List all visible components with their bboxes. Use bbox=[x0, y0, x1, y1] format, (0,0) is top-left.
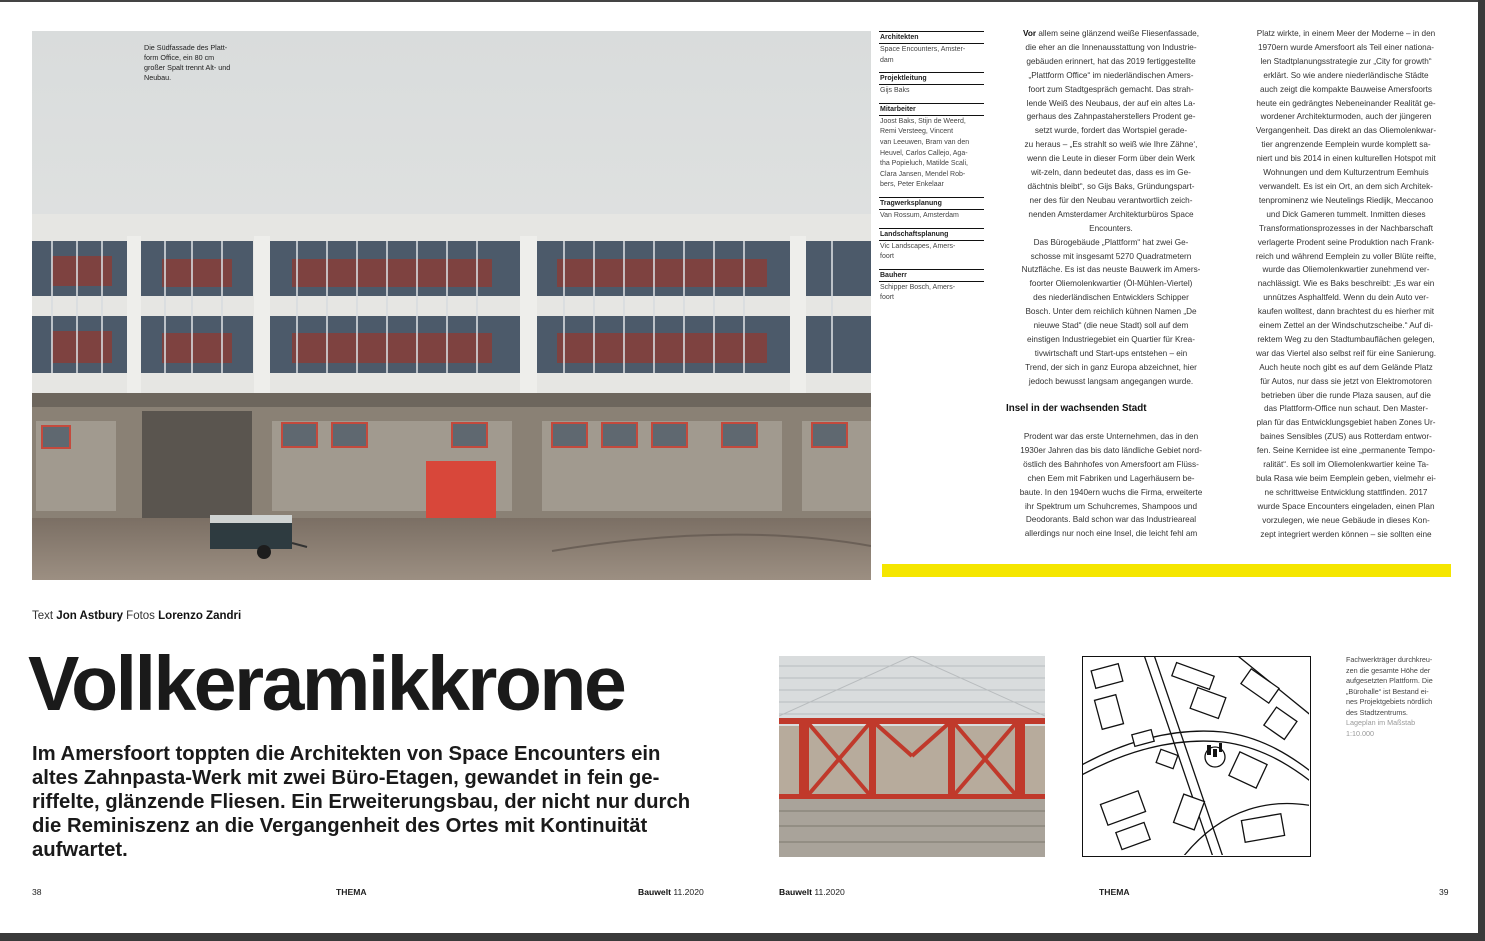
hero-caption: Die Südfassade des Platt- form Office, ein 80 cm großer Spalt trennt Alt- und Neubau. bbox=[144, 43, 231, 82]
body-column-2: Platz wirkte, in einem Meer der Moderne – in den 1970ern wurde Amersfoort als Teil einer nationa- len Stadtplanungsstrategie zur „City for growth“ erklärt. So wie andere niederländische Städte auch zeigt die kompakte Bauweise Amersfoorts heute ein gedrängtes Nebeneinander Realität ge- wordener Architekturmoden, auch der jüngeren Vergangenheit. Das direkt an das Oliemolenkwar- tier angrenzende Eemplein wurde komplett sa- niert und bis 2014 in einen kulturellen Hotspot mit Wohnungen und dem Kulturzentrum Eemhuis verwandelt. Es ist ein Ort, an dem sich Architek- tenprominenz wie Neutelings Riedijk, Meccanoo und Dick Gameren tummelt. Inmitten dieses Transformationsprozesses in der Nachbarschaft verlagerte Prodent seine Produktion nach Frank- reich und während Eemplein zu voller Blüte reifte, wurde das Oliemolenkwartier zunehmend ver- nachlässigt. Wie es Baks beschreibt: „Es war ein unnützes Asphaltfeld. Wenn du dein Auto ver- kaufen wolltest, dann brachtest du es hierher mit einem Zettel an der Windschutzscheibe.“ Auf di- rektem Weg zu den Stadtumbauflächen gelegen, war das Viertel also selbst reif für eine Sanierung. Auch heute noch gibt es auf dem Gelände Platz für Autos, nur dass sie jetzt von Elektromotoren betrieben über die runde Plaza sausen, auf die das Plattform-Office nun schaut. Den Master- plan für das Entwicklungsgebiet haben Zones Ur- baines Sensibles (ZUS) aus Rotterdam entwor- fen. Seine Kernidee ist eine „permanente Tempo- ralität“. Es soll im Oliemolenkwartier keine Ta- bula Rasa wie beim Eemplein geben, vielmehr ei- ne schrittweise Entwicklung stattfinden. 2017 wurde Space Encounters eingeladen, einen Plan vorzulegen, wie neue Gebäude in dieses Kon- zept integriert werden können – sie sollten eine bbox=[1255, 29, 1437, 539]
section-label-right: THEMA bbox=[1099, 887, 1130, 897]
credit-role: Tragwerksplanung bbox=[879, 197, 984, 210]
issue-number: 11.2020 bbox=[673, 887, 704, 897]
byline-photographer: Lorenzo Zandri bbox=[158, 610, 242, 622]
credit-tragwerksplanung bbox=[879, 197, 984, 224]
body-column-1b: Prodent war das erste Unternehmen, das in den 1930er Jahren das bis dato ländliche Gebiet nord- östlich des Bahnhofes von Amersfoort am Flüss- chen Eem mit Fabriken und Lagerhäusern be- baute. In den 1940ern wuchs die Firma, erweiterte ihr Spektrum um Schuhcremes, Shampoos und Deodorants. Bald schon war das Industrieareal allerdings nur noch eine Insel, die leicht fehl am bbox=[1019, 432, 1203, 539]
byline-author: Jon Astbury bbox=[56, 610, 123, 622]
page-top-edge bbox=[0, 0, 1485, 2]
body-text: allem seine glänzend weiße Fliesenfassade, die eher an die Innenausstattung von Industrie- gebäuden erinnert, hat das 2019 fertiggestellte „Plattform Office“ im niederländischen Amers- foort zum Stadtgespräch gemacht. Das strah- lende Weiß des Neubaus, der auf ein altes La- gerhaus des Zahnpastaherstellers Prodent ge- setzt wurde, fordert das Wortspiel gerade- zu heraus – „Es strahlt so weiß wie Ihre Zähne‘, wenn die Leute in dieser Form über dein Werk wit-zeln, dann bedeutet das, dass es im Ge- dächtnis bleibt“, so Gijs Baks, Gründungspart- ner des für den Neubau verantwortlich zeich- nenden Amsterdamer Architekturbüros Space Encounters. Das Bürogebäude „Plattform“ hat zwei Ge- schosse mit insgesamt 5270 Quadratmetern Nutzfläche. Es ist das neuste Bauwerk im Amers- foorter Oliemolenkwartier (Öl-Mühlen-Viertel) des niederländischen Entwicklers Schipper Bosch. Unter dem reichlich kühnen Namen „De nieuwe Stad“ (die neue Stadt) soll auf dem einstigen Industriegebiet ein Quartier für Krea- tivwirtschaft und Start-ups entstehen – ein Trend, der sich in ganz Europa abzeichnet, hier jedoch bewusst langsam angegangen wurde. bbox=[1021, 29, 1201, 386]
issue-number: 11.2020 bbox=[814, 887, 845, 897]
subheading: Insel in der wachsenden Stadt bbox=[1006, 403, 1147, 414]
magazine-name: Bauwelt bbox=[779, 887, 812, 897]
project-credits bbox=[879, 31, 984, 310]
credit-role: Projektleitung bbox=[879, 72, 984, 85]
drop-word: Vor bbox=[1023, 29, 1037, 38]
credit-names: Van Rossum, Amsterdam bbox=[880, 211, 959, 219]
accent-bar bbox=[882, 564, 1451, 577]
site-plan-map bbox=[1082, 656, 1311, 857]
photo-caption: Fachwerkträger durchkreu- zen die gesamte Höhe der aufgesetzten Plattform. Die „Bürohalle“ ist Bestand ei- nes Projektgebiets nördlich des Stadtzentrums. bbox=[1346, 655, 1433, 717]
article-lead: Im Amersfoort toppten die Architekten von Space Encounters ein altes Zahnpasta-Werk mit zwei Büro-Etagen, gewandet in fein ge- riffelte, glänzende Fliesen. Ein Erweiterungsbau, der nicht nur durch die Reminiszenz an die Vergangenheit des Ortes mit Kontinuität aufwartet. bbox=[32, 743, 691, 861]
magazine-name: Bauwelt bbox=[638, 887, 671, 897]
interior-photo bbox=[779, 656, 1045, 857]
byline-text-label: Text bbox=[32, 610, 54, 622]
credit-role: Landschaftsplanung bbox=[879, 228, 984, 241]
credit-projektleitung bbox=[879, 72, 984, 99]
credit-architekten bbox=[879, 31, 984, 68]
map-scale-caption: Lageplan im Maßstab 1:10.000 bbox=[1346, 718, 1416, 738]
credit-names: Joost Baks, Stijn de Weerd, Remi Versteeg, Vincent van Leeuwen, Bram van den Heuvel, Carlos Callejo, Aga- tha Popieluch, Matilde Scali, Clara Jansen, Mendel Rob- bers, Peter Enkelaar bbox=[880, 117, 970, 189]
byline bbox=[32, 610, 241, 622]
article-title: Vollkeramikkrone bbox=[28, 641, 625, 727]
credit-names: Gijs Baks bbox=[880, 87, 910, 95]
page-number-right: 39 bbox=[1439, 887, 1449, 897]
credit-names: Vic Landscapes, Amers- foort bbox=[880, 242, 956, 261]
credit-role: Mitarbeiter bbox=[879, 103, 984, 116]
body-column-1 bbox=[994, 27, 1228, 389]
page-bottom-edge bbox=[0, 933, 1485, 941]
credit-role: Architekten bbox=[879, 31, 984, 44]
hero-photo bbox=[32, 31, 871, 580]
byline-photo-label: Fotos bbox=[126, 610, 155, 622]
issue-right bbox=[779, 887, 845, 897]
credit-landschaftsplanung bbox=[879, 228, 984, 265]
issue-left bbox=[638, 887, 704, 897]
credit-bauherr bbox=[879, 269, 984, 306]
credit-role: Bauherr bbox=[879, 269, 984, 282]
credit-mitarbeiter bbox=[879, 103, 984, 193]
credit-names: Space Encounters, Amster- dam bbox=[880, 46, 966, 64]
page-right-edge bbox=[1478, 0, 1485, 941]
page-number-left: 38 bbox=[32, 887, 42, 897]
credit-names: Schipper Bosch, Amers- foort bbox=[880, 283, 956, 302]
section-label-left: THEMA bbox=[336, 887, 367, 897]
